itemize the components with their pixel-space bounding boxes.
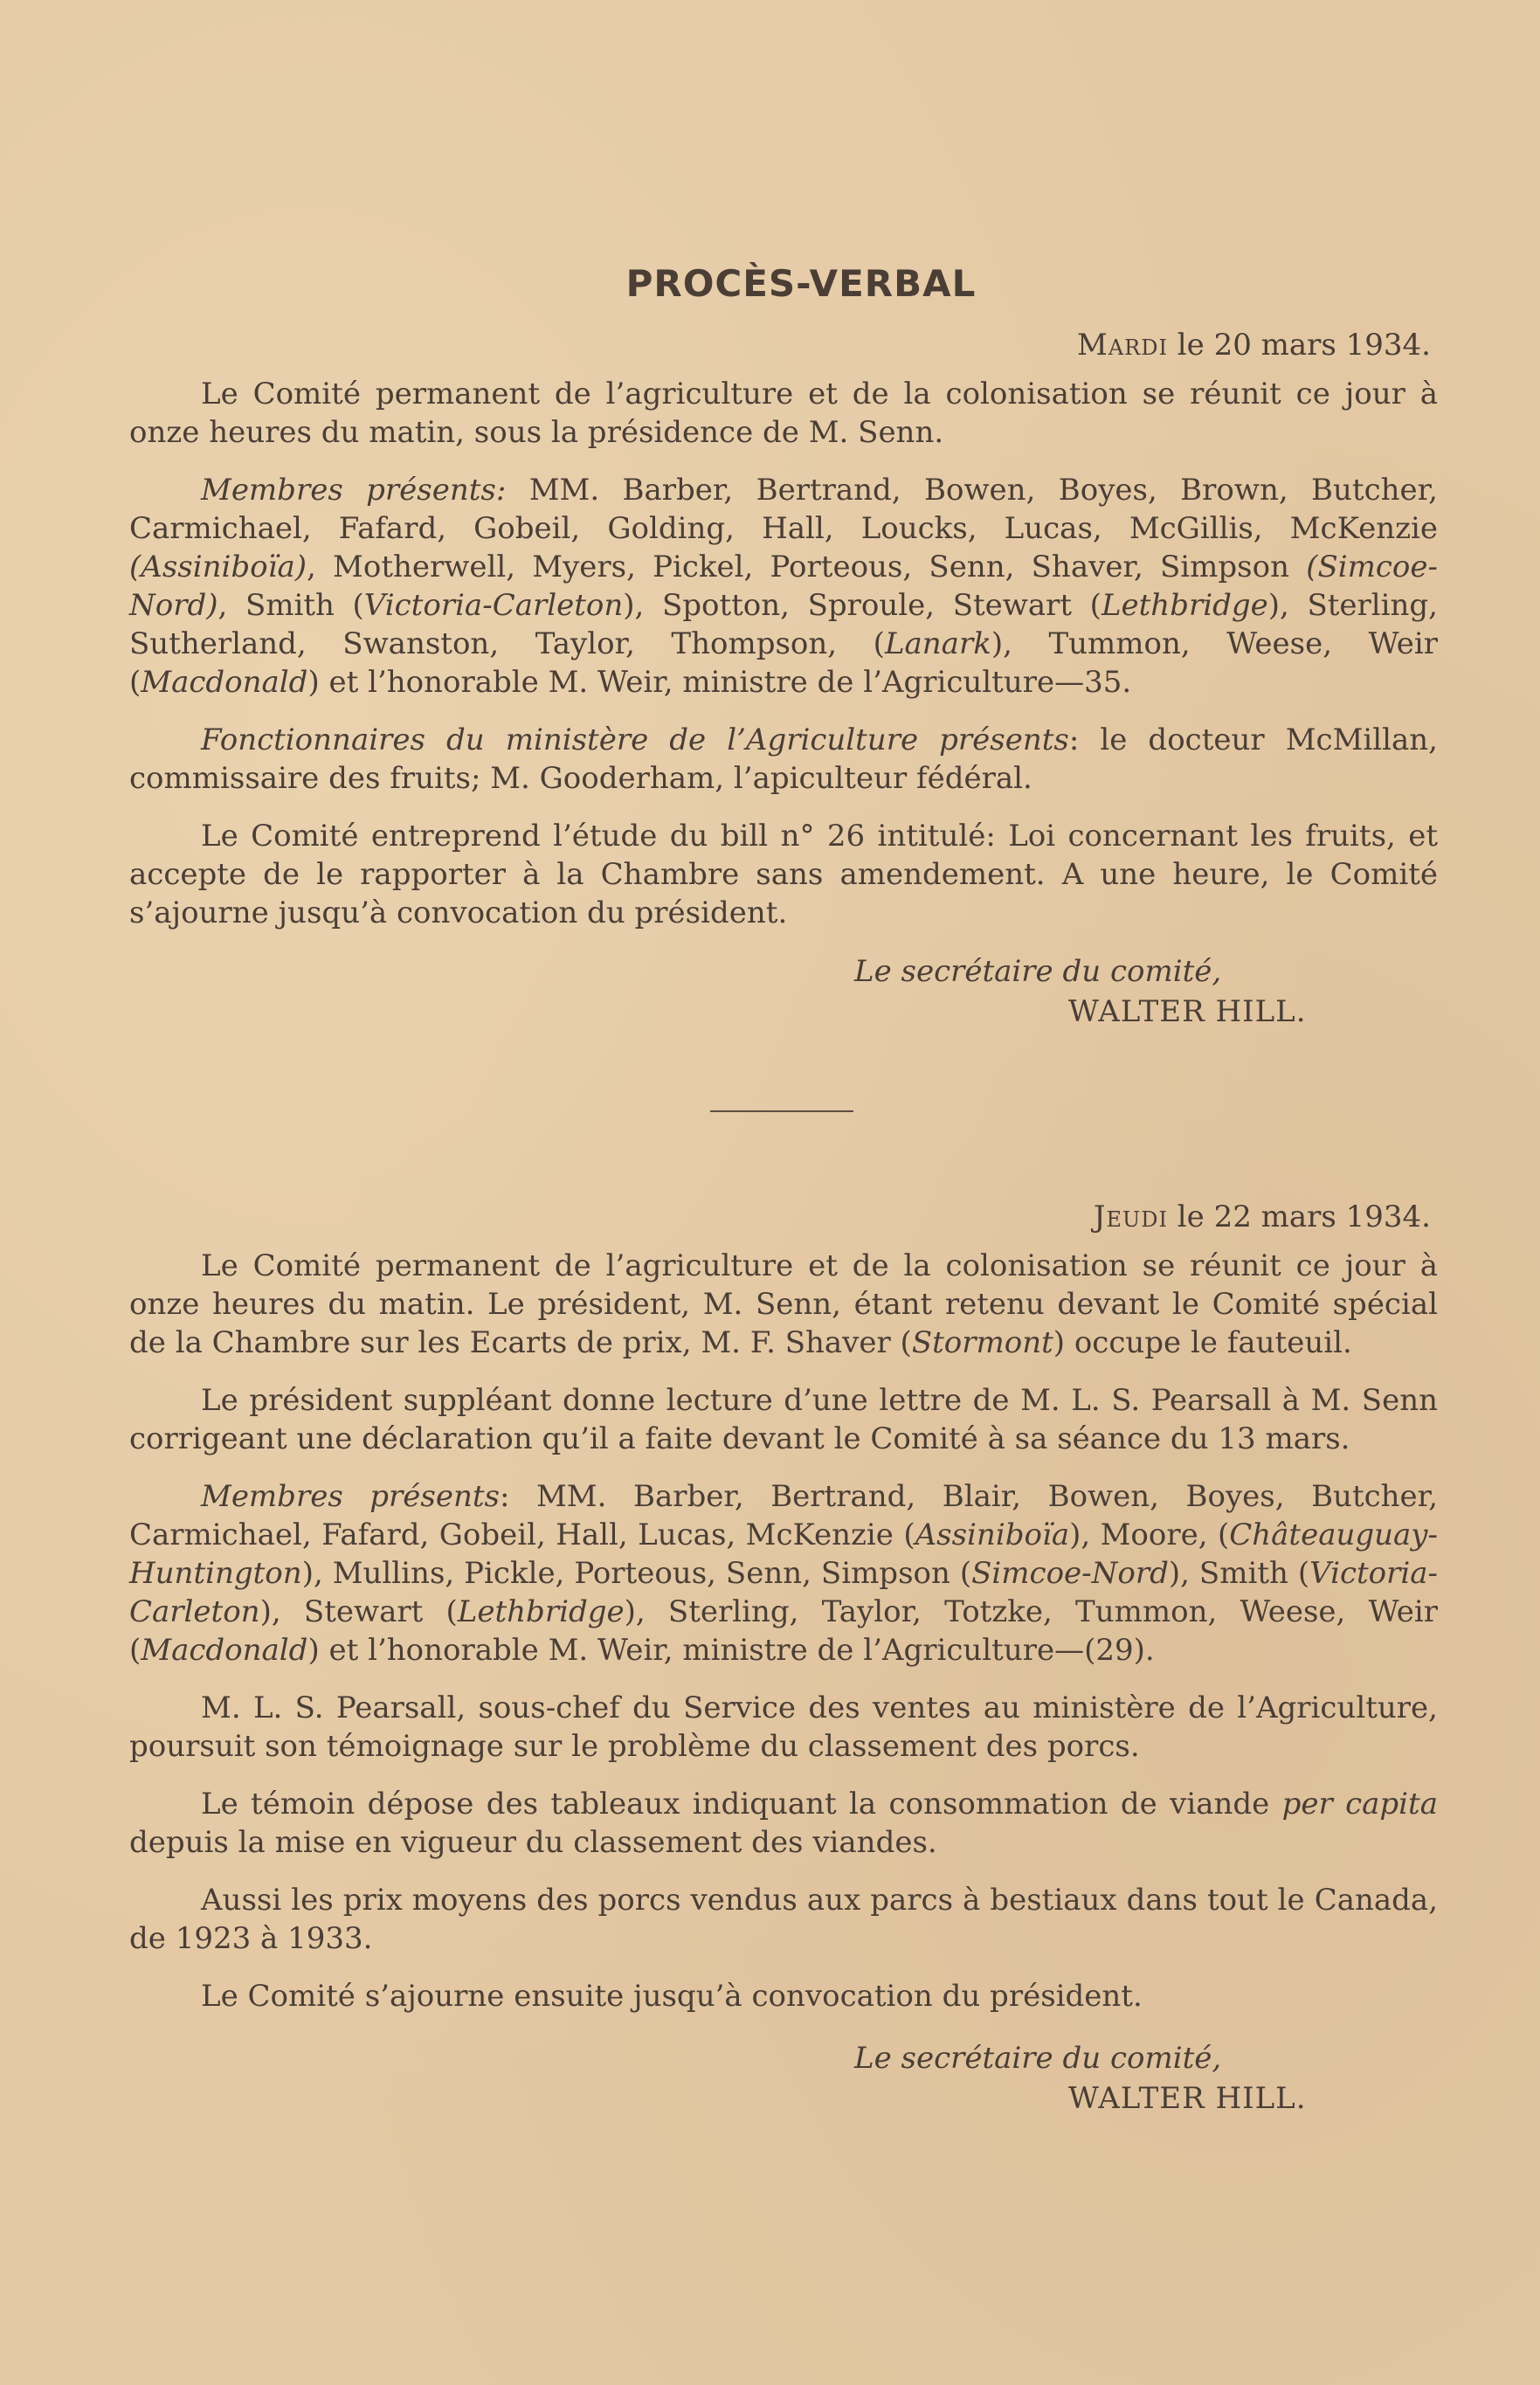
paragraph-text: Le témoin dépose des tableaux indiquant la consommation de viande bbox=[201, 1787, 1282, 1822]
riding-name: Lethbridge bbox=[457, 1594, 625, 1629]
members-text: ), Sterling, Sutherland, Swanston, Taylor, Thompson, ( bbox=[129, 588, 1438, 661]
members-text: ), Spotton, Sproule, Stewart ( bbox=[623, 588, 1101, 623]
document-page bbox=[129, 262, 1438, 2119]
members-text: ), Moore, ( bbox=[1069, 1517, 1230, 1552]
session-2-adjourn-paragraph: Le Comité s’ajourne ensuite jusqu’à convocation du président. bbox=[201, 1979, 1143, 2014]
signature-role: Le secrétaire du comité, bbox=[854, 2041, 1222, 2076]
riding-name: Stormont bbox=[911, 1325, 1053, 1360]
signature-name: WALTER HILL. bbox=[1068, 994, 1307, 1029]
session-1-members-paragraph bbox=[129, 471, 1438, 702]
members-label: Membres présents bbox=[201, 1479, 501, 1514]
riding-name: Victoria-Carleton bbox=[129, 1556, 1439, 1629]
riding-name: Victoria-Carleton bbox=[363, 588, 624, 623]
officials-label: Fonctionnaires du ministère de l’Agriculture présents bbox=[201, 722, 1069, 757]
session-2-tables-paragraph bbox=[129, 1785, 1438, 1862]
session-1-opening-paragraph: Le Comité permanent de l’agriculture et de la colonisation se réunit ce jour à onze heures du matin, sous la présidence de M. Senn. bbox=[129, 377, 1438, 450]
session-2-signature bbox=[854, 2038, 1438, 2119]
members-text: ) et l’honorable M. Weir, ministre de l’Agriculture—(29). bbox=[307, 1633, 1155, 1668]
riding-name: Châteauguay-Huntington bbox=[129, 1517, 1438, 1591]
members-label: Membres présents: bbox=[201, 473, 507, 508]
riding-name: (Assiniboïa) bbox=[129, 550, 307, 584]
session-1-date bbox=[129, 328, 1431, 363]
session-2-prices-paragraph: Aussi les prix moyens des porcs vendus aux parcs à bestiaux dans tout le Canada, de 1923 à 1933. bbox=[129, 1883, 1438, 1956]
riding-name: Macdonald bbox=[141, 665, 308, 700]
session-2 bbox=[129, 1199, 1438, 2119]
signature-role: Le secrétaire du comité, bbox=[854, 954, 1222, 989]
paragraph-text: depuis la mise en vigueur du classement des viandes. bbox=[129, 1825, 937, 1860]
session-2-opening-paragraph bbox=[129, 1247, 1438, 1362]
session-2-date-rest: le 22 mars 1934. bbox=[1167, 1199, 1431, 1234]
members-text: , Motherwell, Myers, Pickel, Porteous, Senn, Shaver, Simpson bbox=[307, 550, 1307, 584]
riding-name: Assiniboïa bbox=[915, 1517, 1070, 1552]
page-title: PROCÈS-VERBAL bbox=[625, 262, 977, 305]
session-1-bill-paragraph: Le Comité entreprend l’étude du bill n° 26 intitulé: Loi concernant les fruits, et accepte de le rapporter à la Chambre sans amendement. A une heure, le Comité s’ajourne jusqu’à convocation du président. bbox=[129, 819, 1438, 930]
riding-name: Lethbridge bbox=[1101, 588, 1268, 623]
members-text: ), Mullins, Pickle, Porteous, Senn, Simpson ( bbox=[301, 1556, 972, 1591]
paragraph-text: Le Comité permanent de l’agriculture et de la colonisation se réunit ce jour à onze heures du matin. Le président, M. Senn, étant retenu devant le Comité spécial de la Chambre sur les Ecarts de prix, M. F. Shaver ( bbox=[129, 1248, 1438, 1360]
session-2-testimony-paragraph: M. L. S. Pearsall, sous-chef du Service des ventes au ministère de l’Agriculture, poursuit son témoignage sur le problème du classement des porcs. bbox=[129, 1690, 1438, 1764]
session-1-day: Mardi bbox=[1077, 328, 1168, 363]
session-2-members-paragraph bbox=[129, 1477, 1438, 1670]
section-divider bbox=[710, 1110, 853, 1112]
latin-term: per capita bbox=[1281, 1787, 1438, 1822]
members-text: : MM. Barber, Bertrand, Blair, Bowen, Boyes, Butcher, Carmichael, Fafard, Gobeil, Hall, Lucas, McKenzie ( bbox=[129, 1479, 1438, 1552]
signature-name: WALTER HILL. bbox=[1068, 2081, 1307, 2116]
riding-name: Simcoe-Nord bbox=[971, 1556, 1169, 1591]
members-text: , Smith ( bbox=[218, 588, 364, 623]
members-text: ) et l’honorable M. Weir, ministre de l’Agriculture—35. bbox=[307, 665, 1132, 700]
session-1 bbox=[129, 328, 1438, 1032]
paragraph-text: ) occupe le fauteuil. bbox=[1053, 1325, 1352, 1360]
session-1-officials-paragraph bbox=[129, 721, 1438, 798]
session-1-signature bbox=[854, 951, 1438, 1032]
session-2-day: Jeudi bbox=[1093, 1199, 1168, 1234]
officials-text: : le docteur McMillan, commissaire des fruits; M. Gooderham, l’apiculteur fédéral. bbox=[129, 722, 1438, 796]
session-1-date-rest: le 20 mars 1934. bbox=[1167, 328, 1431, 363]
session-2-letter-paragraph: Le président suppléant donne lecture d’une lettre de M. L. S. Pearsall à M. Senn corrigeant une déclaration qu’il a faite devant le Comité à sa séance du 13 mars. bbox=[129, 1383, 1438, 1456]
members-text: ), Tummon, Weese, Weir ( bbox=[129, 626, 1438, 700]
riding-name: (Simcoe-Nord) bbox=[129, 550, 1438, 623]
members-text: ), Stewart ( bbox=[259, 1594, 458, 1629]
members-text: ), Smith ( bbox=[1168, 1556, 1310, 1591]
members-text: ), Sterling, Taylor, Totzke, Tummon, Weese, Weir ( bbox=[129, 1594, 1438, 1668]
riding-name: Macdonald bbox=[141, 1633, 308, 1668]
members-text: MM. Barber, Bertrand, Bowen, Boyes, Brown, Butcher, Carmichael, Fafard, Gobeil, Golding, Hall, Loucks, Lucas, McGillis, McKenzie bbox=[129, 473, 1438, 546]
riding-name: Lanark bbox=[884, 626, 991, 661]
session-2-date bbox=[129, 1199, 1431, 1234]
